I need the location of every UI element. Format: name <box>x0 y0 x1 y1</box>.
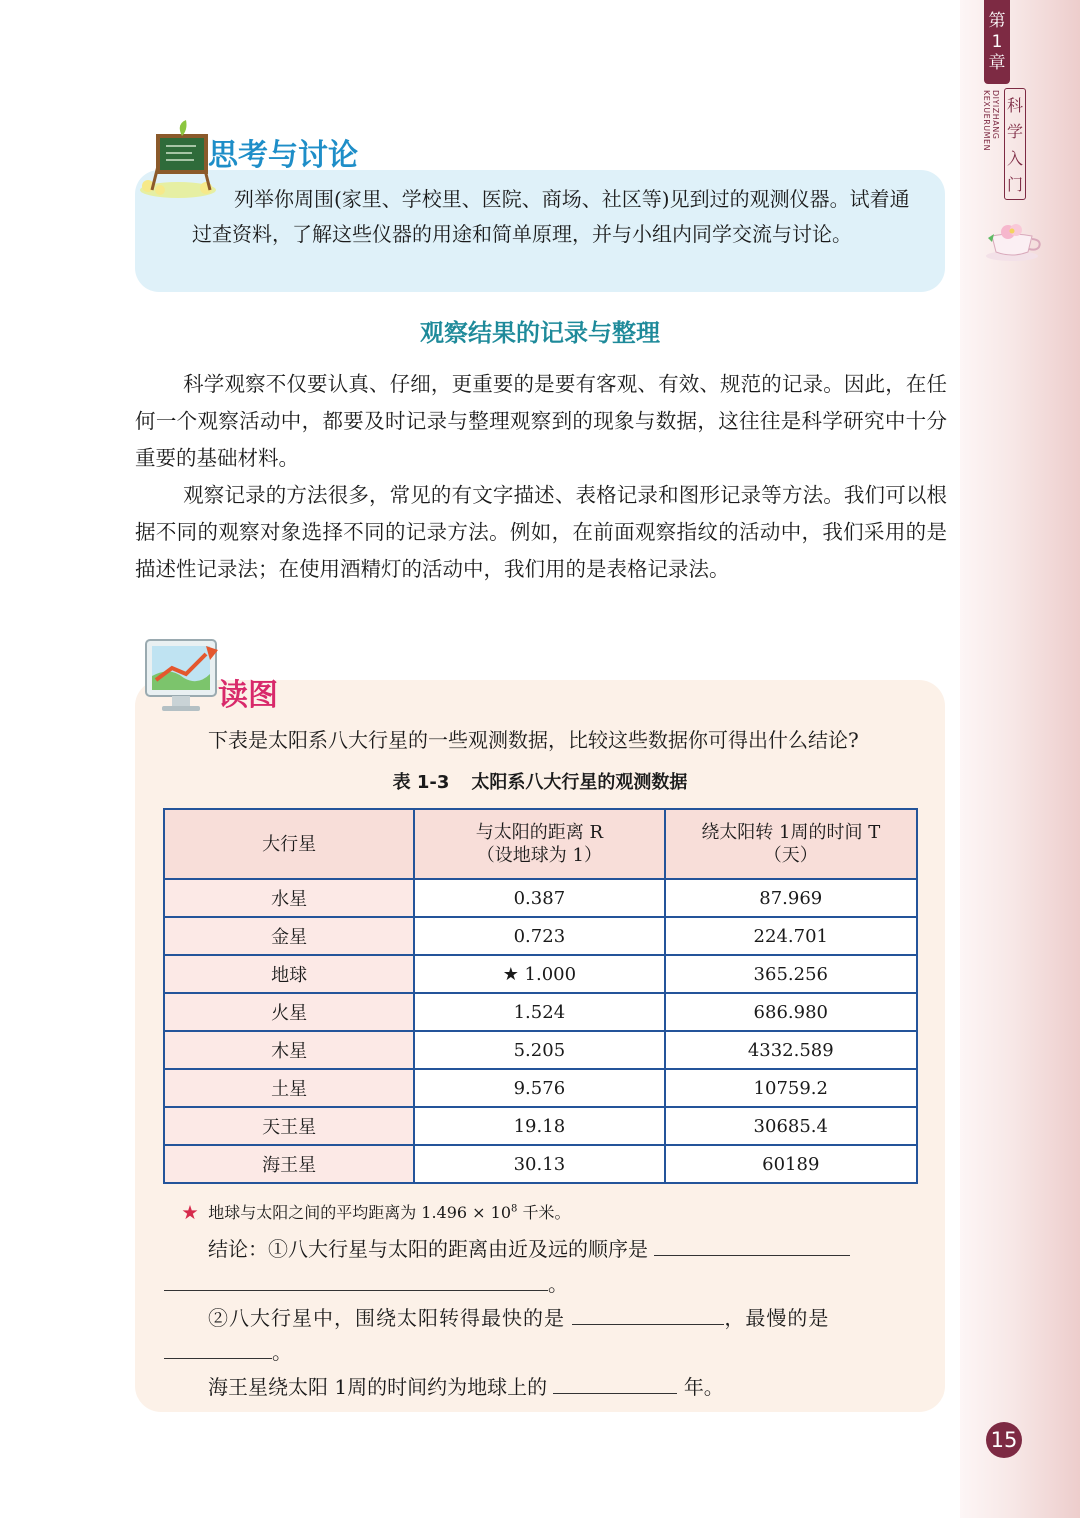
cell-period: 87.969 <box>665 879 917 917</box>
table-row <box>164 1031 917 1069</box>
chapter-tab <box>984 0 1010 84</box>
table-caption-text: 太阳系八大行星的观测数据 <box>471 772 688 793</box>
table-caption-number: 表 1-3 <box>392 772 450 793</box>
header-planet <box>164 809 414 879</box>
footnote-unit: 千米。 <box>517 1203 571 1222</box>
chapter-name <box>1004 88 1026 200</box>
chapter-char: 1 <box>991 31 1003 52</box>
cell-distance: 5.205 <box>414 1031 664 1069</box>
table-row <box>164 879 917 917</box>
cell-period: 686.980 <box>665 993 917 1031</box>
cell-planet: 金星 <box>164 917 414 955</box>
answer-blank[interactable] <box>164 1270 548 1291</box>
think-title: 思考与讨论 <box>208 138 358 173</box>
header-planet-text: 大行星 <box>262 833 317 855</box>
conclusion-3 <box>208 1371 724 1400</box>
paragraph-2 <box>135 477 947 588</box>
conclusion-2-cont <box>164 1336 292 1365</box>
chapter-char: 章 <box>988 52 1006 73</box>
cell-period: 365.256 <box>665 955 917 993</box>
page-number: 15 <box>986 1422 1022 1458</box>
cell-period: 10759.2 <box>665 1069 917 1107</box>
answer-blank[interactable] <box>553 1373 677 1394</box>
paragraph-1-text: 科学观察不仅要认真、仔细，更重要的是要有客观、有效、规范的记录。因此，在任何一个观察活动中，都要及时记录与整理观察到的现象与数据，这往往是科学研究中十分重要的基础材料。 <box>135 372 947 470</box>
table-header-row <box>164 809 917 879</box>
cell-planet: 海王星 <box>164 1145 414 1183</box>
conclusion-2-text-b: ，最慢的是 <box>724 1306 830 1330</box>
conclusion-1-cont <box>164 1268 568 1297</box>
cell-distance: 0.387 <box>414 879 664 917</box>
table-footnote <box>182 1200 571 1223</box>
conclusion-2-text-a: ②八大行星中，围绕太阳转得最快的是 <box>208 1306 565 1330</box>
header-distance-line1: 与太阳的距离 R <box>475 822 604 843</box>
header-distance <box>414 809 664 879</box>
table-caption <box>0 768 1080 794</box>
table-row <box>164 955 917 993</box>
chapter-name-char: 门 <box>1006 175 1023 195</box>
cell-distance: 19.18 <box>414 1107 664 1145</box>
footnote-text: 地球与太阳之间的平均距离为 1.496 × 10 <box>208 1203 512 1222</box>
table-row <box>164 993 917 1031</box>
answer-blank[interactable] <box>654 1235 850 1256</box>
conclusion-3-text-b: 年。 <box>683 1375 724 1399</box>
table-row <box>164 1145 917 1183</box>
chapter-name-char: 入 <box>1006 148 1023 168</box>
cell-planet: 水星 <box>164 879 414 917</box>
header-period <box>665 809 917 879</box>
cell-planet: 天王星 <box>164 1107 414 1145</box>
chapter-char: 第 <box>988 10 1006 31</box>
cell-planet: 火星 <box>164 993 414 1031</box>
table-row <box>164 1107 917 1145</box>
paragraph-2-text: 观察记录的方法很多，常见的有文字描述、表格记录和图形记录等方法。我们可以根据不同的观察对象选择不同的记录方法。例如，在前面观察指纹的活动中，我们采用的是描述性记录法；在使用酒精灯的活动中，我们用的是表格记录法。 <box>135 483 947 581</box>
answer-blank[interactable] <box>572 1304 724 1325</box>
paragraph-1 <box>135 366 947 477</box>
cell-period: 224.701 <box>665 917 917 955</box>
header-period-line1: 绕太阳转 1周的时间 T <box>701 822 881 843</box>
read-intro: 下表是太阳系八大行星的一些观测数据，比较这些数据你可得出什么结论? <box>208 728 859 752</box>
cell-period: 30685.4 <box>665 1107 917 1145</box>
conclusion-3-text-a: 海王星绕太阳 1周的时间约为地球上的 <box>208 1375 548 1399</box>
header-period-line2: （天） <box>763 845 818 866</box>
planet-data-table <box>163 808 918 1184</box>
cell-distance: 1.524 <box>414 993 664 1031</box>
teacup-icon <box>982 218 1048 264</box>
cell-planet: 地球 <box>164 955 414 993</box>
conclusion-1-text: 结论：①八大行星与太阳的距离由近及远的顺序是 <box>208 1237 648 1261</box>
section-heading: 观察结果的记录与整理 <box>420 319 660 347</box>
header-distance-line2: （设地球为 1） <box>476 845 602 866</box>
conclusion-1 <box>208 1233 850 1262</box>
chapter-name-char: 科 <box>1006 95 1023 115</box>
cell-period: 60189 <box>665 1145 917 1183</box>
chapter-name-char: 学 <box>1006 122 1023 142</box>
period-mark: 。 <box>272 1340 292 1364</box>
table-row <box>164 1069 917 1107</box>
period-mark: 。 <box>548 1272 568 1296</box>
think-text <box>192 182 922 252</box>
cell-planet: 木星 <box>164 1031 414 1069</box>
conclusion-2 <box>208 1302 829 1331</box>
chapter-pinyin: DIYIZHANG KEXUERUMEN <box>982 90 1000 152</box>
cell-distance: 0.723 <box>414 917 664 955</box>
cell-distance: ★ 1.000 <box>414 955 664 993</box>
footnote-exponent: 8 <box>511 1203 518 1215</box>
star-icon: ★ <box>182 1203 199 1222</box>
cell-planet: 土星 <box>164 1069 414 1107</box>
answer-blank[interactable] <box>164 1338 272 1359</box>
cell-distance: 30.13 <box>414 1145 664 1183</box>
think-body: 列举你周围(家里、学校里、医院、商场、社区等)见到过的观测仪器。试着通过查资料，了解这些仪器的用途和简单原理，并与小组内同学交流与讨论。 <box>192 187 910 246</box>
cell-distance: 9.576 <box>414 1069 664 1107</box>
cell-period: 4332.589 <box>665 1031 917 1069</box>
read-title: 读图 <box>218 678 278 713</box>
table-row <box>164 917 917 955</box>
